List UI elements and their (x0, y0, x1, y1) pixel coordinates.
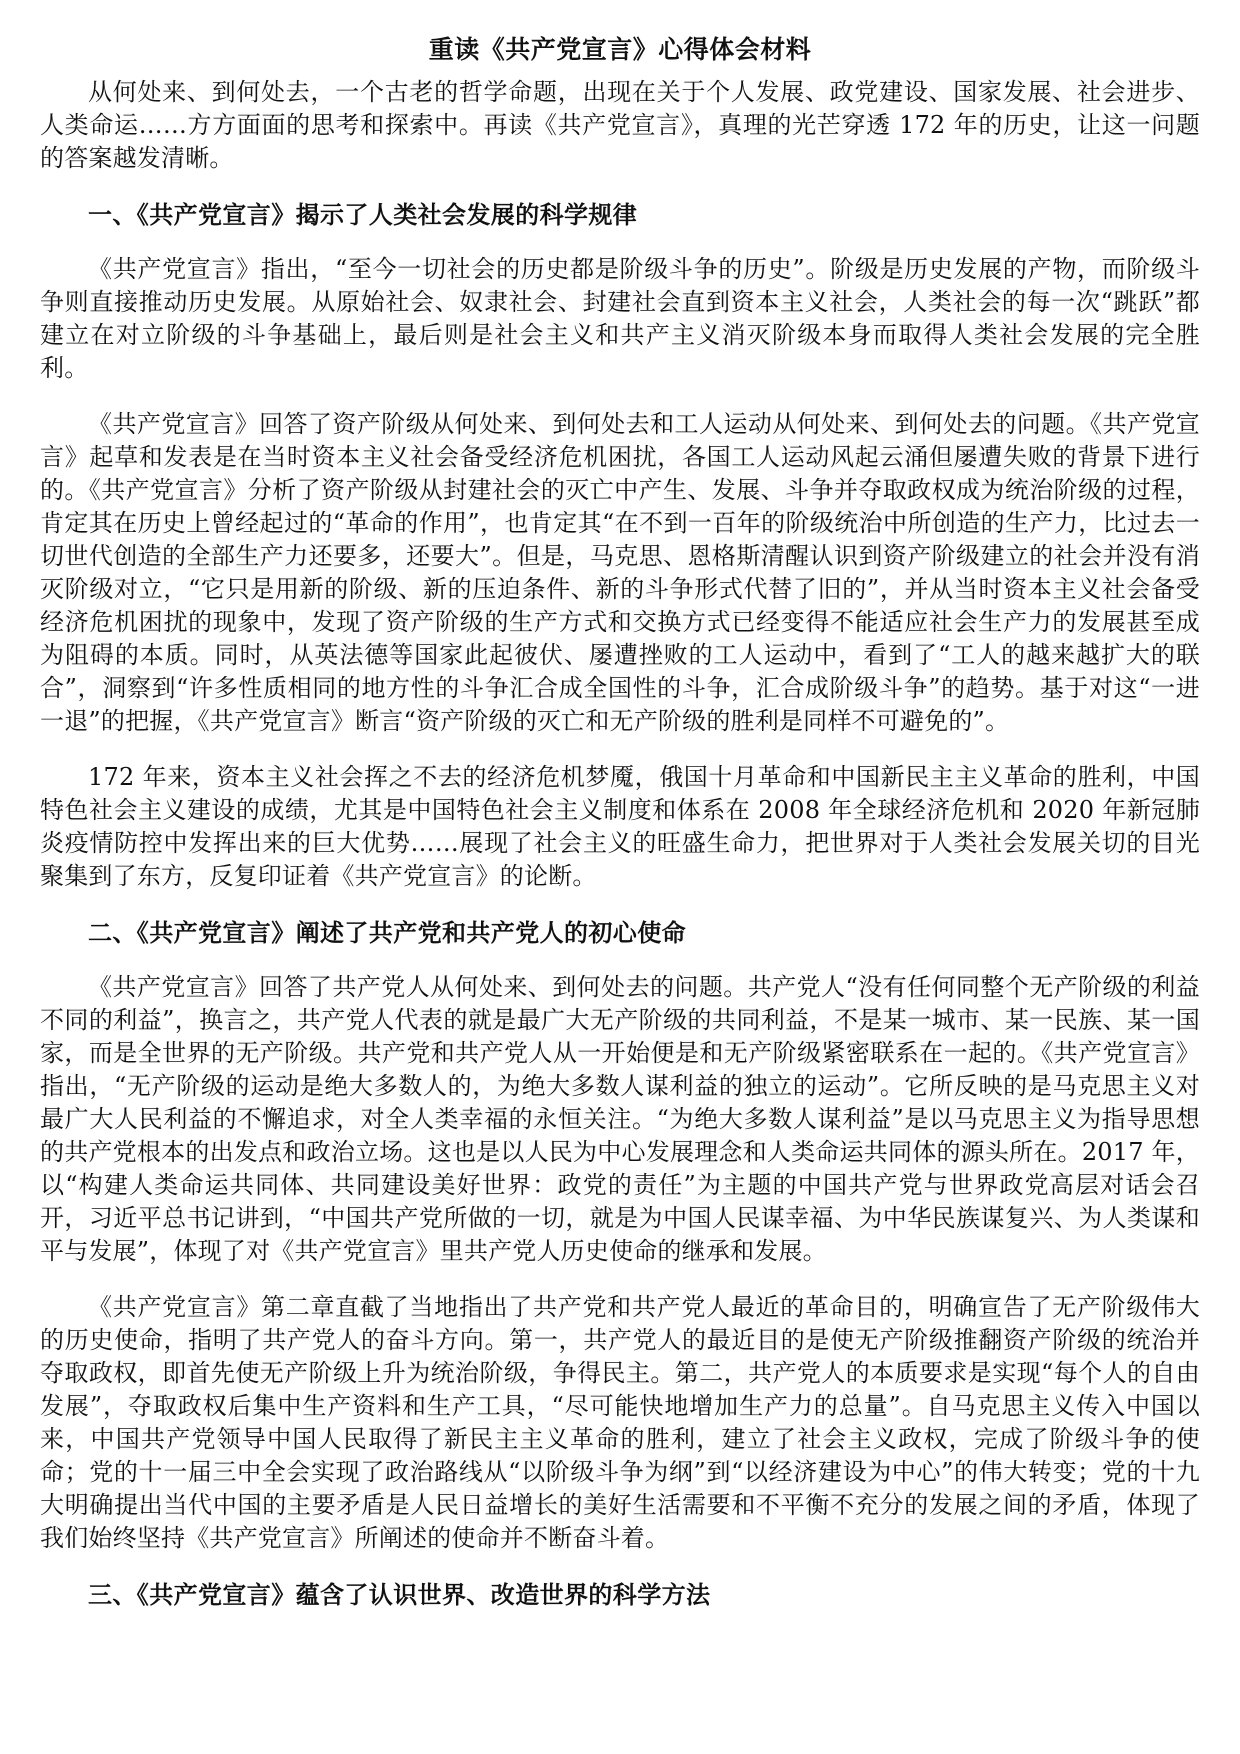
section-1-paragraph-2: 《共产党宣言》回答了资产阶级从何处来、到何处去和工人运动从何处来、到何处去的问题。《共产党宣言》起草和发表是在当时资本主义社会备受经济危机困扰，各国工人运动风起云涌但屡遭失败的背景下进行的。《共产党宣言》分析了资产阶级从封建社会的灭亡中产生、发展、斗争并夺取政权成为统治阶级的过程，肯定其在历史上曾经起过的“革命的作用”，也肯定其“在不到一百年的阶级统治中所创造的生产力，比过去一切世代创造的全部生产力还要多，还要大”。但是，马克思、恩格斯清醒认识到资产阶级建立的社会并没有消灭阶级对立，“它只是用新的阶级、新的压迫条件、新的斗争形式代替了旧的”，并从当时资本主义社会备受经济危机困扰的现象中，发现了资产阶级的生产方式和交换方式已经变得不能适应社会生产力的发展甚至成为阻碍的本质。同时，从英法德等国家此起彼伏、屡遭挫败的工人运动中，看到了“工人的越来越扩大的联合”，洞察到“许多性质相同的地方性的斗争汇合成全国性的斗争，汇合成阶级斗争”的趋势。基于对这“一进一退”的把握，《共产党宣言》断言“资产阶级的灭亡和无产阶级的胜利是同样不可避免的”。 (40, 410, 1200, 735)
intro-paragraph: 从何处来、到何处去，一个古老的哲学命题，出现在关于个人发展、政党建设、国家发展、社会进步、人类命运……方方面面的思考和探索中。再读《共产党宣言》，真理的光芒穿透 172 年的历史，让这一问题的答案越发清晰。 (40, 78, 1200, 172)
section-2-heading: 二、《共产党宣言》阐述了共产党和共产党人的初心使命 (88, 918, 686, 947)
section-1-heading: 一、《共产党宣言》揭示了人类社会发展的科学规律 (88, 200, 638, 229)
section-1-paragraph-1: 《共产党宣言》指出，“至今一切社会的历史都是阶级斗争的历史”。阶级是历史发展的产物，而阶级斗争则直接推动历史发展。从原始社会、奴隶社会、封建社会直到资本主义社会，人类社会的每一次“跳跃”都建立在对立阶级的斗争基础上，最后则是社会主义和共产主义消灭阶级本身而取得人类社会发展的完全胜利。 (40, 255, 1200, 382)
section-2-paragraph-1: 《共产党宣言》回答了共产党人从何处来、到何处去的问题。共产党人“没有任何同整个无产阶级的利益不同的利益”，换言之，共产党人代表的就是最广大无产阶级的共同利益，不是某一城市、某一民族、某一国家，而是全世界的无产阶级。共产党和共产党人从一开始便是和无产阶级紧密联系在一起的。《共产党宣言》指出，“无产阶级的运动是绝大多数人的，为绝大多数人谋利益的独立的运动”。它所反映的是马克思主义对最广大人民利益的不懈追求，对全人类幸福的永恒关注。“为绝大多数人谋利益”是以马克思主义为指导思想的共产党根本的出发点和政治立场。这也是以人民为中心发展理念和人类命运共同体的源头所在。2017 年，以“构建人类命运共同体、共同建设美好世界：政党的责任”为主题的中国共产党与世界政党高层对话会召开，习近平总书记讲到，“中国共产党所做的一切，就是为中国人民谋幸福、为中华民族谋复兴、为人类谋和平与发展”，体现了对《共产党宣言》里共产党人历史使命的继承和发展。 (40, 973, 1200, 1265)
section-3-heading: 三、《共产党宣言》蕴含了认识世界、改造世界的科学方法 (88, 1580, 711, 1609)
section-2-paragraph-2: 《共产党宣言》第二章直截了当地指出了共产党和共产党人最近的革命目的，明确宣告了无产阶级伟大的历史使命，指明了共产党人的奋斗方向。第一，共产党人的最近目的是使无产阶级推翻资产阶级的统治并夺取政权，即首先使无产阶级上升为统治阶级，争得民主。第二，共产党人的本质要求是实现“每个人的自由发展”，夺取政权后集中生产资料和生产工具，“尽可能快地增加生产力的总量”。自马克思主义传入中国以来，中国共产党领导中国人民取得了新民主主义革命的胜利，建立了社会主义政权，完成了阶级斗争的使命；党的十一届三中全会实现了政治路线从“以阶级斗争为纲”到“以经济建设为中心”的伟大转变；党的十九大明确提出当代中国的主要矛盾是人民日益增长的美好生活需要和不平衡不充分的发展之间的矛盾，体现了我们始终坚持《共产党宣言》所阐述的使命并不断奋斗着。 (40, 1293, 1200, 1552)
section-1-paragraph-3: 172 年来，资本主义社会挥之不去的经济危机梦魇，俄国十月革命和中国新民主主义革命的胜利，中国特色社会主义建设的成绩，尤其是中国特色社会主义制度和体系在 2008 年全球经济危机和 2020 年新冠肺炎疫情防控中发挥出来的巨大优势……展现了社会主义的旺盛生命力，把世界对于人类社会发展关切的目光聚集到了东方，反复印证着《共产党宣言》的论断。 (40, 763, 1200, 890)
document-title: 重读《共产党宣言》心得体会材料 (428, 35, 812, 64)
